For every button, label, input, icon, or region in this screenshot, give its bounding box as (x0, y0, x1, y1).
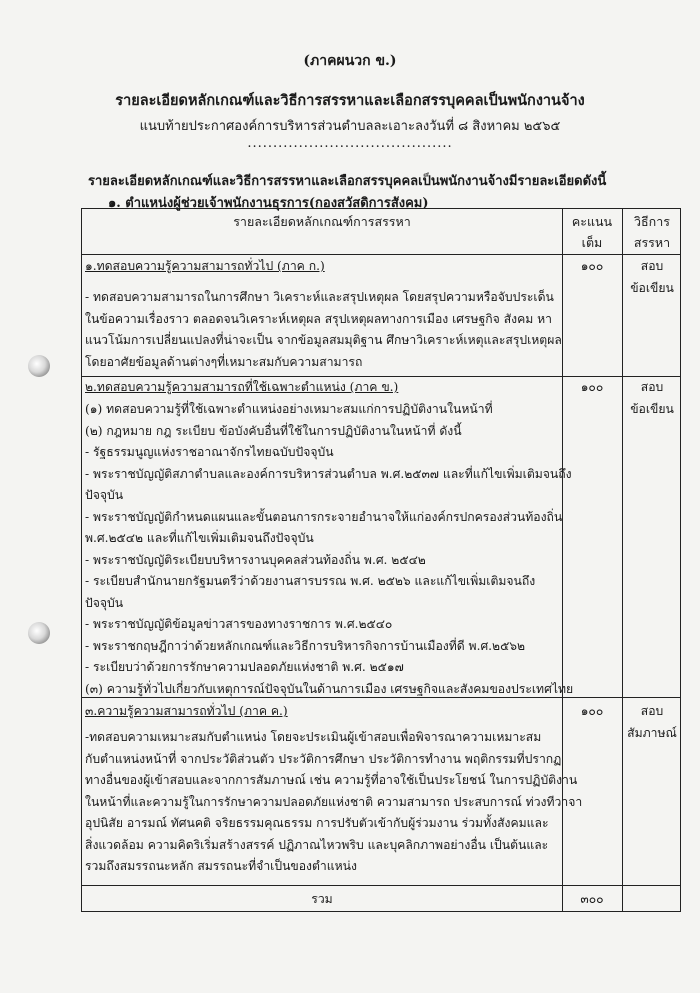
body-line: ปัจจุบัน (85, 595, 124, 610)
document-title: รายละเอียดหลักเกณฑ์และวิธีการสรรหาและเลือกสรรบุคคลเป็นพนักงานจ้าง (115, 92, 585, 109)
section-2-title: ๒.ทดสอบความรู้ความสามารถที่ใช้เฉพาะตำแหน่ง (ภาค ข.) (85, 380, 399, 394)
body-line: ในข้อความเรื่องราว ตลอดจนวิเคราะห์เหตุผล สรุปเหตุผลทางการเมือง เศรษฐกิจ สังคม หา (85, 311, 553, 326)
body-line: ในหน้าที่และความรู้ในการรักษาความปลอดภัยแห่งชาติ ความสามารถ ประสบการณ์ ท่วงทีวาจา (85, 794, 583, 809)
body-line: กับตำแหน่งหน้าที่ จากประวัติส่วนตัว ประวัติการศึกษา ประวัติการทำงาน พฤติกรรมที่ปรากฏ (85, 751, 562, 766)
section-1-method (622, 256, 682, 299)
position-title: ๑. ตำแหน่งผู้ช่วยเจ้าพนักงานธุรการ(กองสวัสดิการสังคม) (108, 196, 429, 211)
row-divider (82, 885, 680, 886)
punch-hole-top (28, 355, 50, 377)
section-1-title: ๑.ทดสอบความรู้ความสามารถทั่วไป (ภาค ก.) (85, 259, 325, 273)
section-2-method-line-2: ข้อเขียน (630, 401, 674, 416)
body-line: (๑) ทดสอบความรู้ที่ใช้เฉพาะตำแหน่งอย่างเหมาะสมแก่การปฏิบัติงานในหน้าที่ (85, 402, 493, 416)
body-line: (๒) กฎหมาย กฎ ระเบียบ ข้อบังคับอื่นที่ใช้ในการปฏิบัติงานในหน้าที่ ดังนี้ (85, 423, 462, 438)
annex-label: (ภาคผนวก ข.) (303, 53, 397, 69)
section-3-title: ๓.ความรู้ความสามารถทั่วไป (ภาค ค.) (85, 704, 288, 718)
dotted-line: ........................................ (247, 136, 453, 151)
header-method (622, 211, 682, 253)
body-line: -ทดสอบความเหมาะสมกับตำแหน่ง โดยจะประเมินผู้เข้าสอบเพื่อพิจารณาความเหมาะสม (85, 730, 542, 744)
header-score-line-2: เต็ม (581, 235, 603, 250)
body-line: โดยอาศัยข้อมูลด้านต่างๆที่เหมาะสมกับความสามารถ (85, 354, 363, 369)
section-3-score: ๑๐๐ (580, 704, 604, 718)
body-line: รวมถึงสมรรถนะหลัก สมรรถนะที่จำเป็นของตำแหน่ง (85, 859, 357, 873)
section-2-body (85, 399, 573, 700)
body-line: - ระเบียบว่าด้วยการรักษาความปลอดภัยแห่งชาติ พ.ศ. ๒๕๑๗ (85, 660, 404, 674)
body-line: - ระเบียบสำนักนายกรัฐมนตรีว่าด้วยงานสารบรรณ พ.ศ. ๒๕๒๖ และแก้ไขเพิ่มเติมจนถึง (85, 574, 536, 588)
section-3-method (622, 701, 682, 744)
punch-hole-bottom (28, 622, 50, 644)
body-line: - รัฐธรรมนูญแห่งราชอาณาจักรไทยฉบับปัจจุบัน (85, 445, 334, 459)
header-method-line-1: วิธีการ (634, 214, 670, 229)
body-line: - ทดสอบความสามารถในการศึกษา วิเคราะห์และสรุปเหตุผล โดยสรุปความหรือจับประเด็น (85, 290, 554, 304)
body-line: - พระราชบัญญัติกำหนดแผนและขั้นตอนการกระจายอำนาจให้แก่องค์กรปกครองส่วนท้องถิ่น (85, 509, 563, 524)
section-1-score: ๑๐๐ (580, 259, 604, 273)
body-line: (๓) ความรู้ทั่วไปเกี่ยวกับเหตุการณ์ปัจจุบันในด้านการเมือง เศรษฐกิจและสังคมของประเทศไทย (85, 681, 574, 696)
section-3-body (85, 727, 582, 878)
body-line: สิ่งแวดล้อม ความคิดริเริ่มสร้างสรรค์ ปฏิภาณไหวพริบ และบุคลิกภาพอย่างอื่น เป็นต้นและ (85, 837, 549, 852)
body-line: อุปนิสัย อารมณ์ ทัศนคติ จริยธรรมคุณธรรม การปรับตัวเข้ากับผู้ร่วมงาน ร่วมทั้งสังคมและ (85, 816, 549, 830)
section-1-body (85, 287, 562, 373)
body-line: พ.ศ.๒๕๔๒ และที่แก้ไขเพิ่มเติมจนถึงปัจจุบัน (85, 531, 314, 545)
body-line: - พระราชบัญญัติสภาตำบลและองค์การบริหารส่วนตำบล พ.ศ.๒๕๓๗ และที่แก้ไขเพิ่มเติมจนถึง (85, 466, 572, 481)
criteria-table (81, 208, 681, 912)
section-3-method-line-2: สัมภาษณ์ (627, 725, 677, 740)
total-label: รวม (311, 892, 333, 906)
section-3-method-line-1: สอบ (640, 704, 664, 718)
row-divider (82, 254, 680, 255)
header-score (562, 211, 622, 253)
section-1-method-line-2: ข้อเขียน (630, 280, 674, 295)
column-divider (622, 209, 623, 911)
body-line: - พระราชบัญญัติระเบียบบริหารงานบุคคลส่วนท้องถิ่น พ.ศ. ๒๕๔๒ (85, 552, 426, 567)
body-line: - พระราชบัญญัติข้อมูลข่าวสารของทางราชการ พ.ศ.๒๕๔๐ (85, 617, 393, 631)
section-1-method-line-1: สอบ (640, 259, 664, 273)
body-line: ทางอื่นของผู้เข้าสอบและจากการสัมภาษณ์ เช่น ความรู้ที่อาจใช้เป็นประโยชน์ ในการปฏิบัติงาน (85, 773, 578, 787)
section-2-score: ๑๐๐ (580, 380, 604, 394)
body-line: ปัจจุบัน (85, 488, 124, 502)
header-score-line-1: คะแนน (571, 214, 613, 229)
total-score: ๓๐๐ (580, 892, 604, 906)
body-line: - พระราชกฤษฎีกาว่าด้วยหลักเกณฑ์และวิธีการบริหารกิจการบ้านเมืองที่ดี พ.ศ.๒๕๖๒ (85, 638, 526, 653)
intro-text: รายละเอียดหลักเกณฑ์และวิธีการสรรหาและเลือกสรรบุคคลเป็นพนักงานจ้างมีรายละเอียดดังนี้ (88, 174, 607, 189)
document-subtitle: แนบท้ายประกาศองค์การบริหารส่วนตำบลละเอาะลงวันที่ ๘ สิงหาคม ๒๕๖๕ (139, 119, 561, 134)
header-method-line-2: สรรหา (633, 235, 671, 250)
header-criteria: รายละเอียดหลักเกณฑ์การสรรหา (233, 214, 411, 229)
body-line: แนวโน้มการเปลี่ยนแปลงที่น่าจะเป็น จากข้อมูลสมมุติฐาน ศึกษาวิเคราะห์เหตุและสรุปเหตุผล (85, 333, 562, 347)
section-2-method (622, 377, 682, 420)
section-2-method-line-1: สอบ (640, 380, 664, 394)
